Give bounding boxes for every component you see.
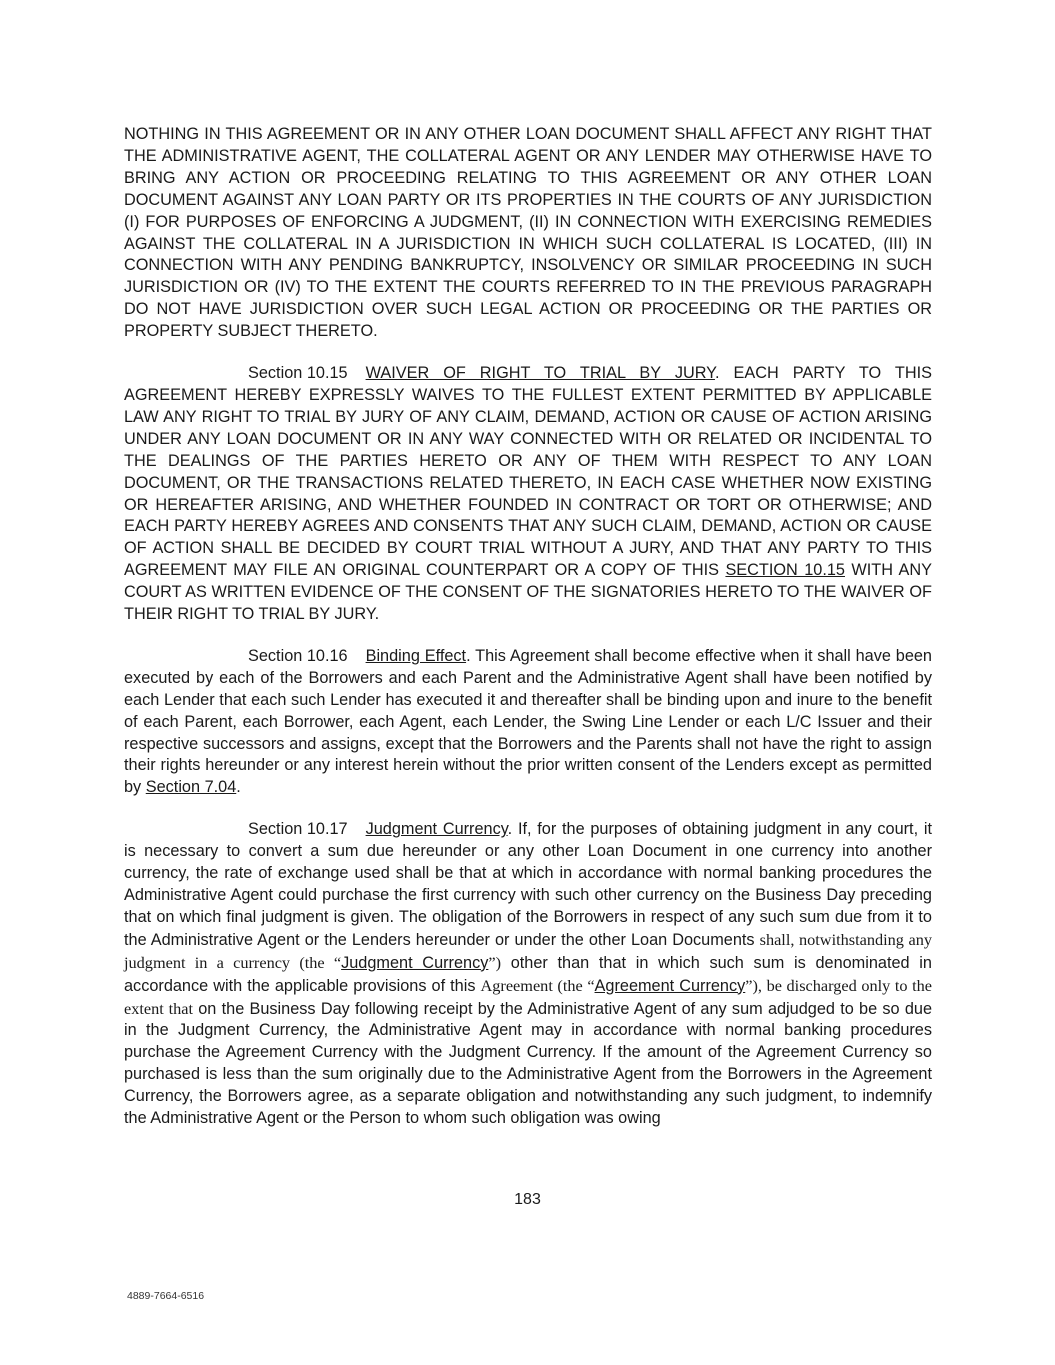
paragraph-jurisdiction xyxy=(124,124,932,343)
document-body xyxy=(124,124,932,1130)
section-text: . EACH PARTY TO THIS AGREEMENT HEREBY EXPRESSLY WAIVES TO THE FULLEST EXTENT PERMITTED BY APPLICABLE LAW ANY RIGHT TO TRIAL BY JURY OF ANY CLAIM, DEMAND, ACTION OR CAUSE OF ACTION ARISING UNDER ANY LOAN DOCUMENT OR IN ANY WAY CONNECTED WITH OR RELATED OR INCIDENTAL TO THE DEALINGS OF THE PARTIES HERETO OR ANY OF THEM WITH RESPECT TO ANY LOAN DOCUMENT, OR THE TRANSACTIONS RELATED THERETO, IN EACH CASE WHETHER NOW EXISTING OR HEREAFTER ARISING, AND WHETHER FOUNDED IN CONTRACT OR TORT OR OTHERWISE; AND EACH PARTY HEREBY AGREES AND CONSENTS THAT ANY SUCH CLAIM, DEMAND, ACTION OR CAUSE OF ACTION SHALL BE DECIDED BY COURT TRIAL WITHOUT A JURY, AND THAT ANY PARTY TO THIS AGREEMENT MAY FILE AN ORIGINAL COUNTERPART OR A COPY OF THIS xyxy=(124,364,932,580)
paragraph-text: NOTHING IN THIS AGREEMENT OR IN ANY OTHER LOAN DOCUMENT SHALL AFFECT ANY RIGHT THAT THE ADMINISTRATIVE AGENT, THE COLLATERAL AGENT OR ANY LENDER MAY OTHERWISE HAVE TO BRING ANY ACTION OR PROCEEDING RELATING TO THIS AGREEMENT OR ANY OTHER LOAN DOCUMENT AGAINST ANY LOAN PARTY OR ITS PROPERTIES IN THE COURTS OF ANY JURISDICTION (I) FOR PURPOSES OF ENFORCING A JUDGMENT, (II) IN CONNECTION WITH EXERCISING REMEDIES AGAINST THE COLLATERAL IN A JURISDICTION IN WHICH SUCH COLLATERAL IS LOCATED, (III) IN CONNECTION WITH ANY PENDING BANKRUPTCY, INSOLVENCY OR SIMILAR PROCEEDING IN SUCH JURISDICTION OR (IV) TO THE EXTENT THE COURTS REFERRED TO IN THE PREVIOUS PARAGRAPH DO NOT HAVE JURISDICTION OVER SUCH LEGAL ACTION OR PROCEEDING OR THE PARTIES OR PROPERTY SUBJECT THERETO. xyxy=(124,125,932,341)
section-10-17-judgment-currency xyxy=(124,819,932,1130)
section-number: Section 10.15 xyxy=(248,364,348,383)
section-number: Section 10.17 xyxy=(248,820,348,839)
defined-term-judgment-currency: Judgment Currency xyxy=(341,953,489,972)
section-text: . This Agreement shall become effective when it shall have been executed by each of the Borrowers and each Parent and the Administrative Agent shall have been notified by each Lender that each such Lender has executed it and thereafter shall be binding upon and inure to the benefit of each Parent, each Borrower, each Agent, each Lender, the Swing Line Lender or each L/C Issuer and their respective successors and assigns, except that the Borrowers and the Parents shall not have the right to assign their rights hereunder or any interest herein without the prior written consent of the Lenders except as permitted by xyxy=(124,646,932,797)
section-text-serif: shall, notwithstanding any judgment in a currency (the “ xyxy=(124,929,933,972)
section-10-15-jury-waiver xyxy=(124,363,932,626)
section-text: WITH ANY COURT AS WRITTEN EVIDENCE OF THE CONSENT OF THE SIGNATORIES HERETO TO THE WAIVER OF THEIR RIGHT TO TRIAL BY JURY. xyxy=(124,561,933,624)
section-cross-reference-link[interactable]: SECTION 10.15 xyxy=(725,561,845,580)
defined-term-agreement-currency: Agreement Currency xyxy=(594,976,746,995)
section-text: on the Business Day following receipt by the Administrative Agent of any sum adjudged to be so due in the Judgment Currency, the Administrative Agent may in accordance with normal banking procedures purchase the Agreement Currency with the Judgment Currency. If the amount of the Agreement Currency so purchased is less than the sum originally due to the Administrative Agent from the Borrowers in the Agreement Currency, the Borrowers agree, as a separate obligation and notwithstanding any such judgment, to indemnify the Administrative Agent or the Person to whom such obligation was owing xyxy=(124,999,933,1128)
page-number: 183 xyxy=(514,1191,541,1208)
section-text: other than that in which such sum is denominated in accordance with the applicable provisions of this xyxy=(124,953,932,995)
section-text-serif: ”) xyxy=(488,952,502,972)
section-10-16-binding-effect xyxy=(124,646,932,799)
section-cross-reference-link[interactable]: Section 7.04 xyxy=(145,778,237,797)
section-text-serif: ”), be discharged only to the extent that xyxy=(124,975,932,1018)
section-heading: WAIVER OF RIGHT TO TRIAL BY JURY xyxy=(365,364,715,383)
section-text: . xyxy=(236,778,241,797)
section-heading: Judgment Currency xyxy=(365,820,508,839)
document-id: 4889-7664-6516 xyxy=(127,1290,205,1302)
section-number: Section 10.16 xyxy=(248,646,348,665)
section-text-serif: Agreement (the “ xyxy=(480,975,595,995)
section-heading: Binding Effect xyxy=(365,646,467,665)
section-text: . If, for the purposes of obtaining judgment in any court, it is necessary to convert a sum due hereunder or any other Loan Document in one currency into another currency, the rate of exchange used shall be that at which in accordance with normal banking procedures the Administrative Agent could purchase the first currency with such other currency on the Business Day preceding that on which final judgment is given. The obligation of the Borrowers in respect of any such sum due from it to the Administrative Agent or the Lenders hereunder or under the other Loan Documents xyxy=(124,820,932,949)
